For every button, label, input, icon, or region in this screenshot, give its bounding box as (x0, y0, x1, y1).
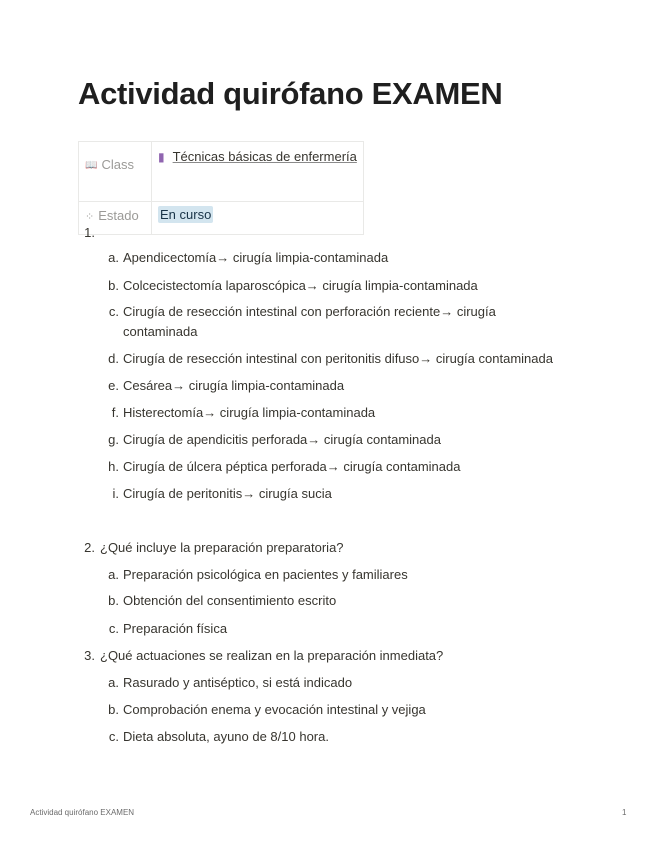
list-item-text: Cirugía de resección intestinal con peritonitis difuso→ cirugía contaminada (123, 351, 553, 366)
list-item (108, 591, 337, 611)
list-item-text: Apendicectomía→ cirugía limpia-contaminada (123, 250, 389, 265)
list-item-marker: e. (108, 378, 119, 393)
list-item (108, 349, 553, 369)
book-icon: 📖 (85, 160, 98, 172)
list-number: 3. (84, 648, 95, 663)
page-number: 1 (622, 808, 627, 817)
list-item (108, 700, 426, 720)
list-item-marker: b. (108, 278, 119, 293)
estado-label: Estado (98, 208, 139, 223)
list-item-marker: c. (108, 729, 119, 744)
list-item-marker: a. (108, 675, 119, 690)
list-item (108, 302, 553, 342)
list-number: 1. (84, 225, 95, 240)
list-number: 2. (84, 540, 95, 555)
list-item (108, 673, 353, 693)
loader-icon: ⁘ (85, 211, 95, 224)
list-item (108, 727, 329, 747)
class-link[interactable]: Técnicas básicas de enfermería (172, 149, 357, 164)
list-item-text: Histerectomía→ cirugía limpia-contaminada (123, 405, 376, 420)
list-item-text: Dieta absoluta, ayuno de 8/10 hora. (123, 729, 329, 744)
list-item-text: Comprobación enema y evocación intestinal y vejiga (123, 702, 426, 717)
list-item-text: Colcecistectomía laparoscópica→ cirugía limpia-contaminada (123, 278, 478, 293)
list-item (108, 248, 389, 268)
list-item-marker: a. (108, 250, 119, 265)
list-item-text: Rasurado y antiséptico, si está indicado (123, 675, 353, 690)
list-item (108, 376, 345, 396)
list-item-text: Preparación física (123, 621, 228, 636)
list-item (108, 430, 441, 450)
footer-title: Actividad quirófano EXAMEN (30, 808, 135, 817)
list-item-marker: d. (108, 351, 119, 366)
list-item-text: Cirugía de úlcera péptica perforada→ cirugía contaminada (123, 459, 461, 474)
class-label: Class (101, 157, 134, 172)
list-item-marker: i. (112, 486, 119, 501)
status-badge[interactable]: En curso (160, 207, 212, 222)
list-item-marker: c. (108, 304, 119, 319)
list-item-marker: b. (108, 593, 119, 608)
list-item-text: Cirugía de peritonitis→ cirugía sucia (123, 486, 332, 501)
list-item (108, 565, 408, 585)
list-item-text: Cesárea→ cirugía limpia-contaminada (123, 378, 345, 393)
property-name-class (79, 142, 152, 202)
list-item (108, 276, 478, 296)
properties-table (78, 141, 364, 235)
list-item-marker: h. (108, 459, 119, 474)
list-item-marker: c. (108, 621, 119, 636)
property-row-estado (79, 202, 364, 235)
list-item (108, 457, 461, 477)
list-item-text: Cirugía de resección intestinal con perforación reciente→ cirugía contaminada (123, 304, 496, 339)
property-row-class (79, 142, 364, 202)
list-item-text: Preparación psicológica en pacientes y familiares (123, 567, 408, 582)
page-title: Actividad quirófano EXAMEN (78, 76, 503, 111)
property-value-estado (152, 202, 364, 235)
list-item-text: Obtención del consentimiento escrito (123, 593, 337, 608)
bookmark-icon: ▮ (158, 150, 165, 165)
list-item (112, 484, 332, 504)
list-question: ¿Qué actuaciones se realizan en la preparación inmediata? (100, 648, 444, 663)
list-item-marker: b. (108, 702, 119, 717)
list-item (108, 619, 228, 639)
list-item-marker: f. (111, 405, 119, 420)
list-item-marker: a. (108, 567, 119, 582)
list-item (111, 403, 376, 423)
property-value-class (152, 142, 364, 202)
list-question: ¿Qué incluye la preparación preparatoria? (100, 540, 344, 555)
list-item-text: Cirugía de apendicitis perforada→ cirugía contaminada (123, 432, 441, 447)
list-item-marker: g. (108, 432, 119, 447)
